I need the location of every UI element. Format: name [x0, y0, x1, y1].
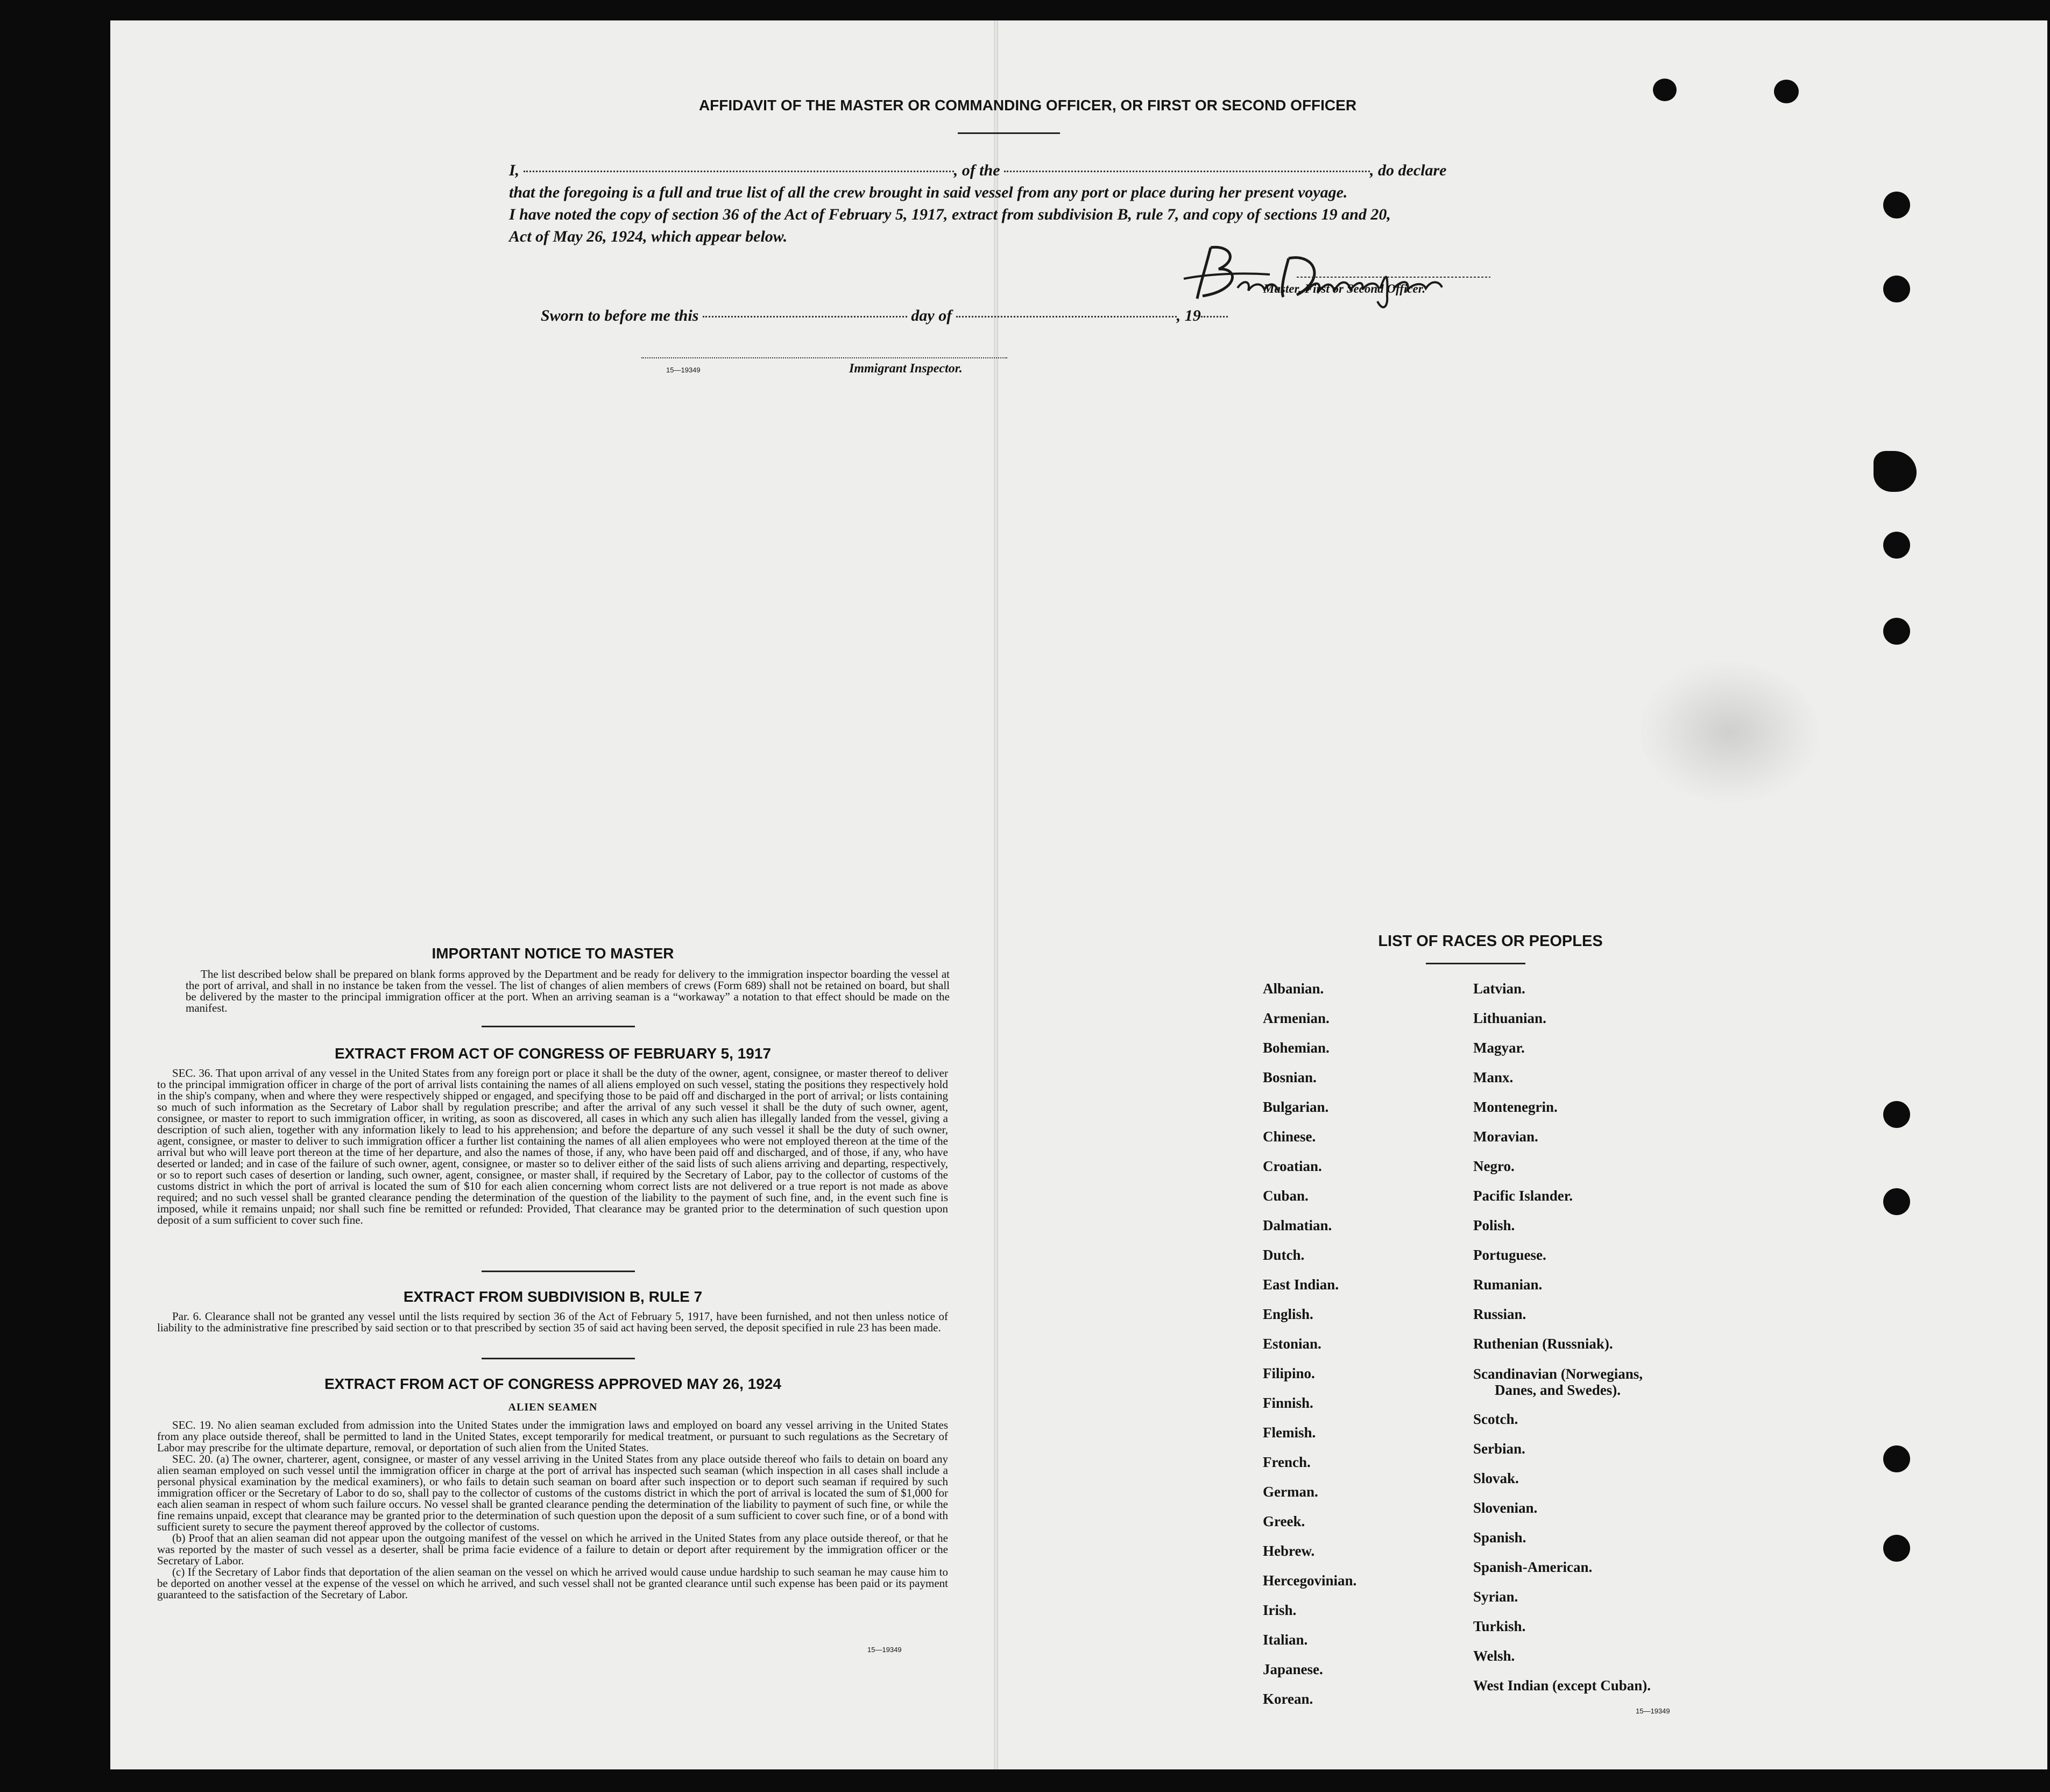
- binder-hole: [1883, 532, 1910, 559]
- races-divider: [1426, 963, 1525, 964]
- race-item: Estonian.: [1263, 1336, 1321, 1352]
- race-item: Bulgarian.: [1263, 1099, 1329, 1115]
- sworn-day-field[interactable]: [703, 316, 907, 318]
- affidavit-line-3: I have noted the copy of section 36 of the Act of February 5, 1917, extract from subdivision B, rule 7, and copy of sections 19 and 20,: [509, 206, 1391, 223]
- affidavit-line-4: Act of May 26, 1924, which appear below.: [509, 228, 788, 245]
- notice-title: IMPORTANT NOTICE TO MASTER: [432, 945, 674, 962]
- race-item: Ruthenian (Russniak).: [1473, 1336, 1613, 1352]
- sec-20b-paragraph: (b) Proof that an alien seaman did not appear upon the outgoing manifest of the vessel on which he arrived in the United States from any place outside thereof, or that he was reported by the master of such vessel as a deserter, shall be prima facie evidence of a failure to detain or deport after requirement by the immigration officer or the Secretary of Labor.: [157, 1532, 948, 1567]
- inspector-signature-line: [641, 357, 1007, 358]
- race-item: Dutch.: [1263, 1247, 1305, 1263]
- binder-hole: [1883, 1535, 1910, 1562]
- form-number-right: 15—19349: [1636, 1707, 1670, 1715]
- year-label: , 19: [1176, 307, 1201, 324]
- race-item: Filipino.: [1263, 1365, 1315, 1381]
- race-item: Chinese.: [1263, 1128, 1316, 1145]
- section-divider: [482, 1026, 635, 1027]
- page-fold: [994, 20, 998, 1769]
- race-item: Spanish.: [1473, 1529, 1526, 1546]
- binder-hole: [1883, 1188, 1910, 1215]
- race-item: Welsh.: [1473, 1648, 1515, 1664]
- race-item: Rumanian.: [1473, 1276, 1543, 1293]
- extract-1917-title: EXTRACT FROM ACT OF CONGRESS OF FEBRUARY 5, 1917: [334, 1045, 772, 1062]
- race-item: Croatian.: [1263, 1158, 1322, 1174]
- race-item: Greek.: [1263, 1513, 1305, 1529]
- race-item: French.: [1263, 1454, 1311, 1470]
- race-item: Turkish.: [1473, 1618, 1526, 1634]
- race-item: Manx.: [1473, 1069, 1514, 1085]
- binder-hole: [1883, 192, 1910, 218]
- sworn-line: [541, 307, 1228, 325]
- sworn-month-field[interactable]: [956, 316, 1177, 318]
- affidavit-line-2: that the foregoing is a full and true list of all the crew brought in said vessel from any port or place during her present voyage.: [509, 184, 1348, 201]
- binder-hole: [1883, 1445, 1910, 1472]
- section-divider: [482, 1271, 635, 1272]
- vessel-field[interactable]: [1004, 171, 1370, 172]
- races-column-left: [1263, 974, 1356, 1714]
- race-item: Bohemian.: [1263, 1040, 1330, 1056]
- race-item: Flemish.: [1263, 1424, 1316, 1441]
- inspector-caption: Immigrant Inspector.: [849, 362, 963, 376]
- of-the-label: , of the: [953, 161, 1000, 179]
- race-item: Russian.: [1473, 1306, 1526, 1322]
- race-item: East Indian.: [1263, 1276, 1339, 1293]
- race-item: Korean.: [1263, 1691, 1313, 1707]
- extract-1917-body: [157, 1068, 948, 1226]
- form-number-top: 15—19349: [666, 366, 701, 374]
- race-item: Dalmatian.: [1263, 1217, 1332, 1233]
- race-item: Slovenian.: [1473, 1500, 1538, 1516]
- race-item: Negro.: [1473, 1158, 1515, 1174]
- binder-hole: [1774, 80, 1799, 103]
- race-item: German.: [1263, 1484, 1318, 1500]
- race-item: Syrian.: [1473, 1589, 1518, 1605]
- race-item: Danes, and Swedes).: [1495, 1382, 1621, 1398]
- sec-20a-paragraph: SEC. 20. (a) The owner, charterer, agent, consignee, or master of any vessel arriving in the United States from any place outside thereof who fails to detain on board any alien seaman employed on such vessel until the immigration officer in charge at the port of arrival has inspected such seaman (which inspection in all cases shall include a personal physical examination by the medical examiners), or who fails to detain such seaman on board after such inspection or to deport such seaman if required by such immigration officer or the Secretary of Labor to do so, shall pay to the collector of customs of the customs district in which the port of arrival is located the sum of $1,000 for each alien seaman in respect of whom such failure occurs. No vessel shall be granted clearance pending the determination of the liability to payment of such fine, or while the fine remains unpaid, except that clearance may be granted prior to the determination of such question upon the deposit of a sum sufficient to cover such fine, or of a bond with sufficient surety to secure the payment thereof approved by the collector of customs.: [157, 1452, 948, 1533]
- binder-hole: [1883, 618, 1910, 645]
- race-item: Hercegovinian.: [1263, 1572, 1357, 1589]
- notice-paragraph: The list described below shall be prepared on blank forms approved by the Department and be ready for delivery to the immigration inspector boarding the vessel at the port of arrival, and shall in no instance be taken from the vessel. The list of changes of alien members of crews (Form 689) shall not be retained on board, but shall be delivered by the master to the principal immigration officer at the port. When an arriving seaman is a “workaway” a notation to that effect should be made on the manifest.: [186, 968, 950, 1014]
- notice-body: [186, 969, 950, 1014]
- race-item: Cuban.: [1263, 1188, 1309, 1204]
- race-item: Hebrew.: [1263, 1543, 1315, 1559]
- signature: [1173, 237, 1496, 318]
- name-field[interactable]: [524, 171, 954, 172]
- race-item: Armenian.: [1263, 1010, 1330, 1026]
- race-item: Italian.: [1263, 1632, 1308, 1648]
- race-item: Slovak.: [1473, 1470, 1519, 1486]
- race-item: Bosnian.: [1263, 1069, 1317, 1085]
- races-title: LIST OF RACES OR PEOPLES: [1378, 933, 1603, 950]
- binder-hole: [1653, 79, 1677, 101]
- binder-hole: [1874, 451, 1917, 492]
- form-number-left: 15—19349: [867, 1646, 902, 1654]
- race-item: Finnish.: [1263, 1395, 1313, 1411]
- race-item: Scandinavian (Norwegians,: [1473, 1366, 1643, 1382]
- extract-1917-paragraph: SEC. 36. That upon arrival of any vessel in the United States from any foreign port or place it shall be the duty of the owner, agent, consignee, or master thereof to deliver to the principal immigration officer in charge of the port of arrival lists containing the names of all aliens employed on such vessel, stating the positions they respectively hold in the ship's company, when and where they were respectively shipped or engaged, and specifying those to be paid off and discharged in the port of arrival; or lists containing so much of such information as the Secretary of Labor shall by regulation prescribe; and after the arrival of any such vessel it shall be the duty of such owner, agent, consignee, or master to report to such immigration officer, in writing, as soon as discovered, all cases in which any such alien has illegally landed from the vessel, giving a description of such alien, together with any information likely to lead to his apprehension; and before the departure of any such vessel it shall be the duty of such owner, agent, consignee, or master to deliver to such immigration officer a further list containing the names of all alien employees who were not employed thereon at the time of the arrival but who will leave port thereon at the time of her departure, and also the names of those, if any, who have been paid off and discharged, and of those, if any, who have deserted or landed; and in case of the failure of such owner, agent, consignee, or master so to deliver either of the said lists of such aliens arriving and departing, respectively, or so to report such cases of desertion or landing, such owner, agent, consignee, or master shall, if required by the Secretary of Labor, pay to the collector of customs of the customs district in which the port of arrival is located the sum of $10 for each alien concerning whom correct lists are not delivered or a true report is not made as above required; and no such vessel shall be granted clearance pending the determination of the question of the liability to the payment of such fine, and, in the event such fine is imposed, while it remains unpaid; nor shall such fine be remitted or refunded: Provided, That clearance may be granted prior to the determination of such question upon deposit of a sum sufficient to cover such fine.: [157, 1067, 948, 1226]
- race-item: West Indian (except Cuban).: [1473, 1677, 1651, 1694]
- i-label: I,: [509, 161, 520, 179]
- races-column-right: [1473, 974, 1651, 1701]
- race-item: Magyar.: [1473, 1040, 1525, 1056]
- race-item: Japanese.: [1263, 1661, 1323, 1677]
- race-item: Polish.: [1473, 1217, 1515, 1233]
- binder-hole: [1883, 1101, 1910, 1128]
- binder-hole: [1883, 276, 1910, 302]
- year-field[interactable]: [1201, 316, 1228, 318]
- extract-1924-title: EXTRACT FROM ACT OF CONGRESS APPROVED MAY 26, 1924: [324, 1375, 781, 1392]
- race-item: Irish.: [1263, 1602, 1297, 1618]
- do-declare-label: , do declare: [1370, 161, 1447, 179]
- race-item: Albanian.: [1263, 980, 1324, 997]
- race-item: English.: [1263, 1306, 1313, 1322]
- extract-rule7-body: [157, 1311, 948, 1334]
- sworn-label: Sworn to before me this: [541, 307, 699, 324]
- race-item: Latvian.: [1473, 980, 1525, 997]
- sec-20c-paragraph: (c) If the Secretary of Labor finds that deportation of the alien seaman on the vessel on which he arrived would cause undue hardship to such seaman he may cause him to be deported on another vessel at the expense of the vessel on which he arrived, and such vessel shall not be granted clearance until such expense has been paid or its payment guaranteed to the satisfaction of the Secretary of Labor.: [157, 1565, 948, 1601]
- race-item: Lithuanian.: [1473, 1010, 1546, 1026]
- affidavit-line-1: [509, 161, 1521, 180]
- race-item: Spanish-American.: [1473, 1559, 1593, 1575]
- race-item: Portuguese.: [1473, 1247, 1546, 1263]
- race-item: Montenegrin.: [1473, 1099, 1558, 1115]
- signature-caption: Master, First or Second Officer.: [1263, 282, 1426, 295]
- race-item: Serbian.: [1473, 1441, 1525, 1457]
- extract-1924-body: [157, 1420, 948, 1600]
- race-item: Moravian.: [1473, 1128, 1538, 1145]
- race-item: Scotch.: [1473, 1411, 1518, 1427]
- day-of-label: day of: [911, 307, 952, 324]
- extract-rule7-title: EXTRACT FROM SUBDIVISION B, RULE 7: [403, 1288, 703, 1305]
- section-divider: [482, 1358, 635, 1359]
- sec-19-paragraph: SEC. 19. No alien seaman excluded from admission into the United States under the immigration laws and employed on board any vessel arriving in the United States from any place outside thereof, shall be permitted to land in the United States, except temporarily for medical treatment, or pursuant to such regulations as the Secretary of Labor may prescribe for the ultimate departure, removal, or deportation of such alien from the United States.: [157, 1419, 948, 1454]
- extract-rule7-paragraph: Par. 6. Clearance shall not be granted any vessel until the lists required by section 36 of the Act of February 5, 1917, have been furnished, and not then unless notice of liability to the administrative fine prescribed by said section or to that prescribed by section 35 of said act having been served, the deposit specified in rule 23 has been made.: [157, 1310, 948, 1334]
- title-divider: [958, 132, 1060, 134]
- race-item: Pacific Islander.: [1473, 1188, 1573, 1204]
- affidavit-title: AFFIDAVIT OF THE MASTER OR COMMANDING OFFICER, OR FIRST OR SECOND OFFICER: [698, 97, 1357, 114]
- extract-1924-subtitle: ALIEN SEAMEN: [508, 1401, 598, 1413]
